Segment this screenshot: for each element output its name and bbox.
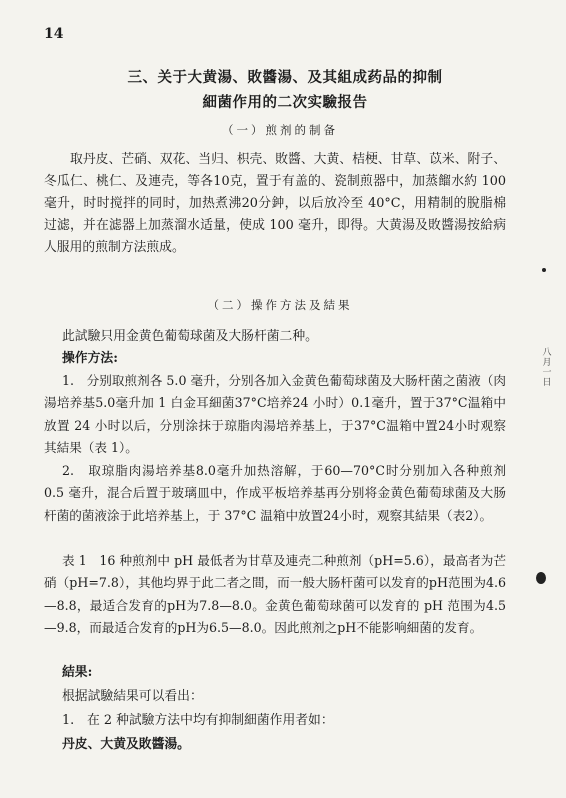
- title-line-1: 三、关于大黄湯、敗醬湯、及其組成药品的抑制: [127, 69, 443, 86]
- section2-intro: 此試驗只用金黄色葡萄球菌及大肠杆菌二种。: [62, 329, 318, 344]
- section2-heading: （二）操作方法及結果: [207, 298, 353, 312]
- result-intro: 根据試驗結果可以看出：: [62, 689, 203, 704]
- result-label: 結果:: [62, 665, 93, 680]
- section1-body: 取丹皮、芒硝、双花、当归、枳壳、敗醬、大黄、桔梗、甘草、苡米、附子、冬瓜仁、桃仁、及連壳，等各10克，置于有盖的、瓷制煎器中，加蒸餾水約 100 毫升，时时搅拌的同时，加热煮沸20分鈡，以后放冷至 40°C，用精制的脫脂棉过滤，并在滤器上加蒸溜水适量，使成 100 毫升，即得。大黄湯及敗醬湯按給病人服用的煎制方法煎成。: [44, 152, 506, 255]
- result-1: 1. 在 2 种試驗方法中均有抑制細菌作用者如：: [62, 713, 334, 728]
- method-1: 1. 分别取煎剂各 5.0 毫升，分别各加入金黄色葡萄球菌及大肠杆菌之菌液（肉湯培养基5.0毫升加 1 白金耳細菌37°C培养24 小时）0.1毫升，置于37°C温箱中放置 24 小时以后，分別涂抹于琼脂肉湯培养基上，于37°C温箱中置24小时观察其結果（表 1）。: [44, 373, 506, 456]
- methods-label: 操作方法:: [62, 351, 118, 366]
- result-1-items: 丹皮、大黄及敗醬湯。: [62, 737, 190, 752]
- section1-heading: （一）煎剂的制备: [222, 123, 338, 137]
- page-number: 14: [44, 26, 64, 42]
- title-line-2: 細菌作用的二次实驗报告: [202, 94, 368, 111]
- margin-note: 八 月 一 日: [542, 348, 552, 388]
- margin-dot-mark: [542, 268, 546, 272]
- method-2: 2. 取琼脂肉湯培养基8.0毫升加热溶解，于60—70°C时分别加入各种煎剂 0.5 毫升，混合后置于玻璃皿中，作成平板培养基再分别将金黄色葡萄球菌及大肠杆菌的菌液涂于此培养基上，于 37°C 温箱中放置24小时，观察其結果（表2）。: [44, 463, 506, 523]
- binding-hole-mark: [536, 572, 546, 584]
- table-note: 表 1 16 种煎剂中 pH 最低者为甘草及連壳二种煎剂（pH=5.6），最高者为芒硝（pH=7.8），其他均界于此二者之間，而一般大肠杆菌可以发育的pH范围为4.6—8.8，最适合发育的pH为7.8—8.0。金黄色葡萄球菌可以发育的 pH 范围为4.5—9.8，而最适合发育的pH为6.5—8.0。因此煎剂之pH不能影响細菌的发育。: [44, 553, 506, 636]
